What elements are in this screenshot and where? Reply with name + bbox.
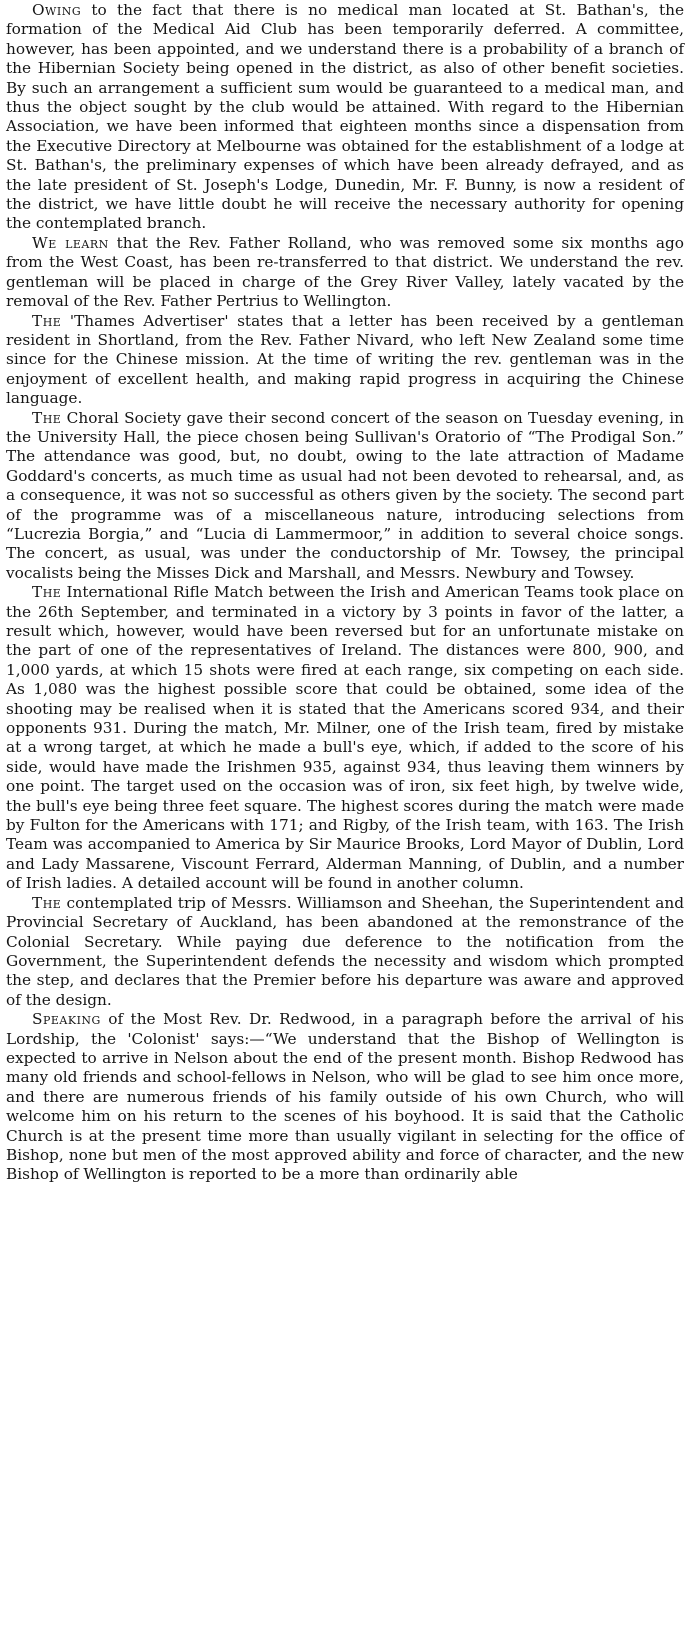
paragraph-body: contemplated trip of Messrs. Williamson and Sheehan, the Superintendent and Provincial Secretary of Auckland, has been abandoned at the remonstrance of the Colonial Secretary. While paying due deference to the notification from the Government, the Superintendent defends the necessity and wisdom which prompted the step, and declares that the Premier before his departure was aware and approved of the design. bbox=[6, 893, 684, 1009]
paragraph-choral-society bbox=[6, 409, 684, 584]
paragraph-rifle-match bbox=[6, 583, 684, 894]
paragraph-medical-aid-club bbox=[6, 1, 684, 234]
paragraph-lead: The bbox=[32, 408, 62, 427]
paragraph-lead: Speaking bbox=[32, 1010, 101, 1029]
paragraph-auckland-trip bbox=[6, 894, 684, 1010]
paragraph-lead: The bbox=[32, 311, 62, 330]
paragraph-lead: The bbox=[32, 893, 62, 912]
paragraph-body: International Rifle Match between the Irish and American Teams took place on the 26th September, and terminated in a victory by 3 points in favor of the latter, a result which, however, would have been reversed but for an unfortunate mistake on the part of one of the representatives of Ireland. The distances were 800, 900, and 1,000 yards, at which 15 shots were fired at each range, six competing on each side. As 1,080 was the highest possible score that could be obtained, some idea of the shooting may be realised when it is stated that the Americans scored 934, and their opponents 931. During the match, Mr. Milner, one of the Irish team, fired by mistake at a wrong target, at which he made a bull's eye, which, if added to the score of his side, would have made the Irishmen 935, against 934, thus leaving them winners by one point. The target used on the occasion was of iron, six feet high, by twelve wide, the bull's eye being three feet square. The highest scores during the match were made by Fulton for the Americans with 171; and Rigby, of the Irish team, with 163. The Irish Team was accompanied to America by Sir Maurice Brooks, Lord Mayor of Dublin, Lord and Lady Massarene, Viscount Ferrard, Alderman Manning, of Dublin, and a number of Irish ladies. A detailed account will be found in another column. bbox=[6, 583, 684, 893]
paragraph-lead: The bbox=[32, 583, 62, 602]
paragraph-lead: We learn bbox=[32, 233, 109, 252]
paragraph-body: 'Thames Advertiser' states that a letter has been received by a gentleman resident in Shortland, from the Rev. Father Nivard, who left New Zealand some time since for the Chinese mission. At the time of writing the rev. gentleman was in the enjoyment of excellent health, and making rapid progress in acquiring the Chinese language. bbox=[6, 311, 684, 408]
paragraph-father-rolland bbox=[6, 234, 684, 312]
paragraph-body: that the Rev. Father Rolland, who was removed some six months ago from the West Coast, has been re-transferred to that district. We understand the rev. gentleman will be placed in charge of the Grey River Valley, lately vacated by the removal of the Rev. Father Pertrius to Wellington. bbox=[6, 233, 684, 311]
paragraph-dr-redwood bbox=[6, 1010, 684, 1185]
paragraph-thames-advertiser bbox=[6, 312, 684, 409]
paragraph-body: of the Most Rev. Dr. Redwood, in a paragraph before the arrival of his Lordship, the 'Colonist' says:—“We understand that the Bishop of Wellington is expected to arrive in Nelson about the end of the present month. Bishop Redwood has many old friends and school-fellows in Nelson, who will be glad to see him once more, and there are numerous friends of his family outside of his own Church, who will welcome him on his return to the scenes of his boyhood. It is said that the Catholic Church is at the present time more than usually vigilant in selecting for the office of Bishop, none but men of the most approved ability and force of character, and the new Bishop of Wellington is reported to be a more than ordinarily able bbox=[6, 1010, 684, 1184]
paragraph-body: to the fact that there is no medical man located at St. Bathan's, the formation of the Medical Aid Club has been temporarily deferred. A committee, however, has been appointed, and we understand there is a probability of a branch of the Hibernian Society being opened in the district, as also of other benefit societies. By such an arrangement a sufficient sum would be guaranteed to a medical man, and thus the object sought by the club would be attained. With regard to the Hibernian Association, we have been informed that eighteen months since a dispensation from the Executive Directory at Melbourne was obtained for the establishment of a lodge at St. Bathan's, the preliminary expenses of which have been already defrayed, and as the late president of St. Joseph's Lodge, Dunedin, Mr. F. Bunny, is now a resident of the district, we have little doubt he will receive the necessary authority for opening the contemplated branch. bbox=[6, 1, 684, 233]
paragraph-lead: Owing bbox=[32, 1, 82, 19]
paragraph-body: Choral Society gave their second concert of the season on Tuesday evening, in the University Hall, the piece chosen being Sullivan's Oratorio of “The Prodigal Son.” The attendance was good, but, no doubt, owing to the late attraction of Madame Goddard's concerts, as much time as usual had not been devoted to rehearsal, and, as a consequence, it was not so successful as others given by the society. The second part of the programme was of a miscellaneous nature, introducing selections from “Lucrezia Borgia,” and “Lucia di Lammermoor,” in addition to several choice songs. The concert, as usual, was under the conductorship of Mr. Towsey, the principal vocalists being the Misses Dick and Marshall, and Messrs. Newbury and Towsey. bbox=[6, 408, 684, 582]
